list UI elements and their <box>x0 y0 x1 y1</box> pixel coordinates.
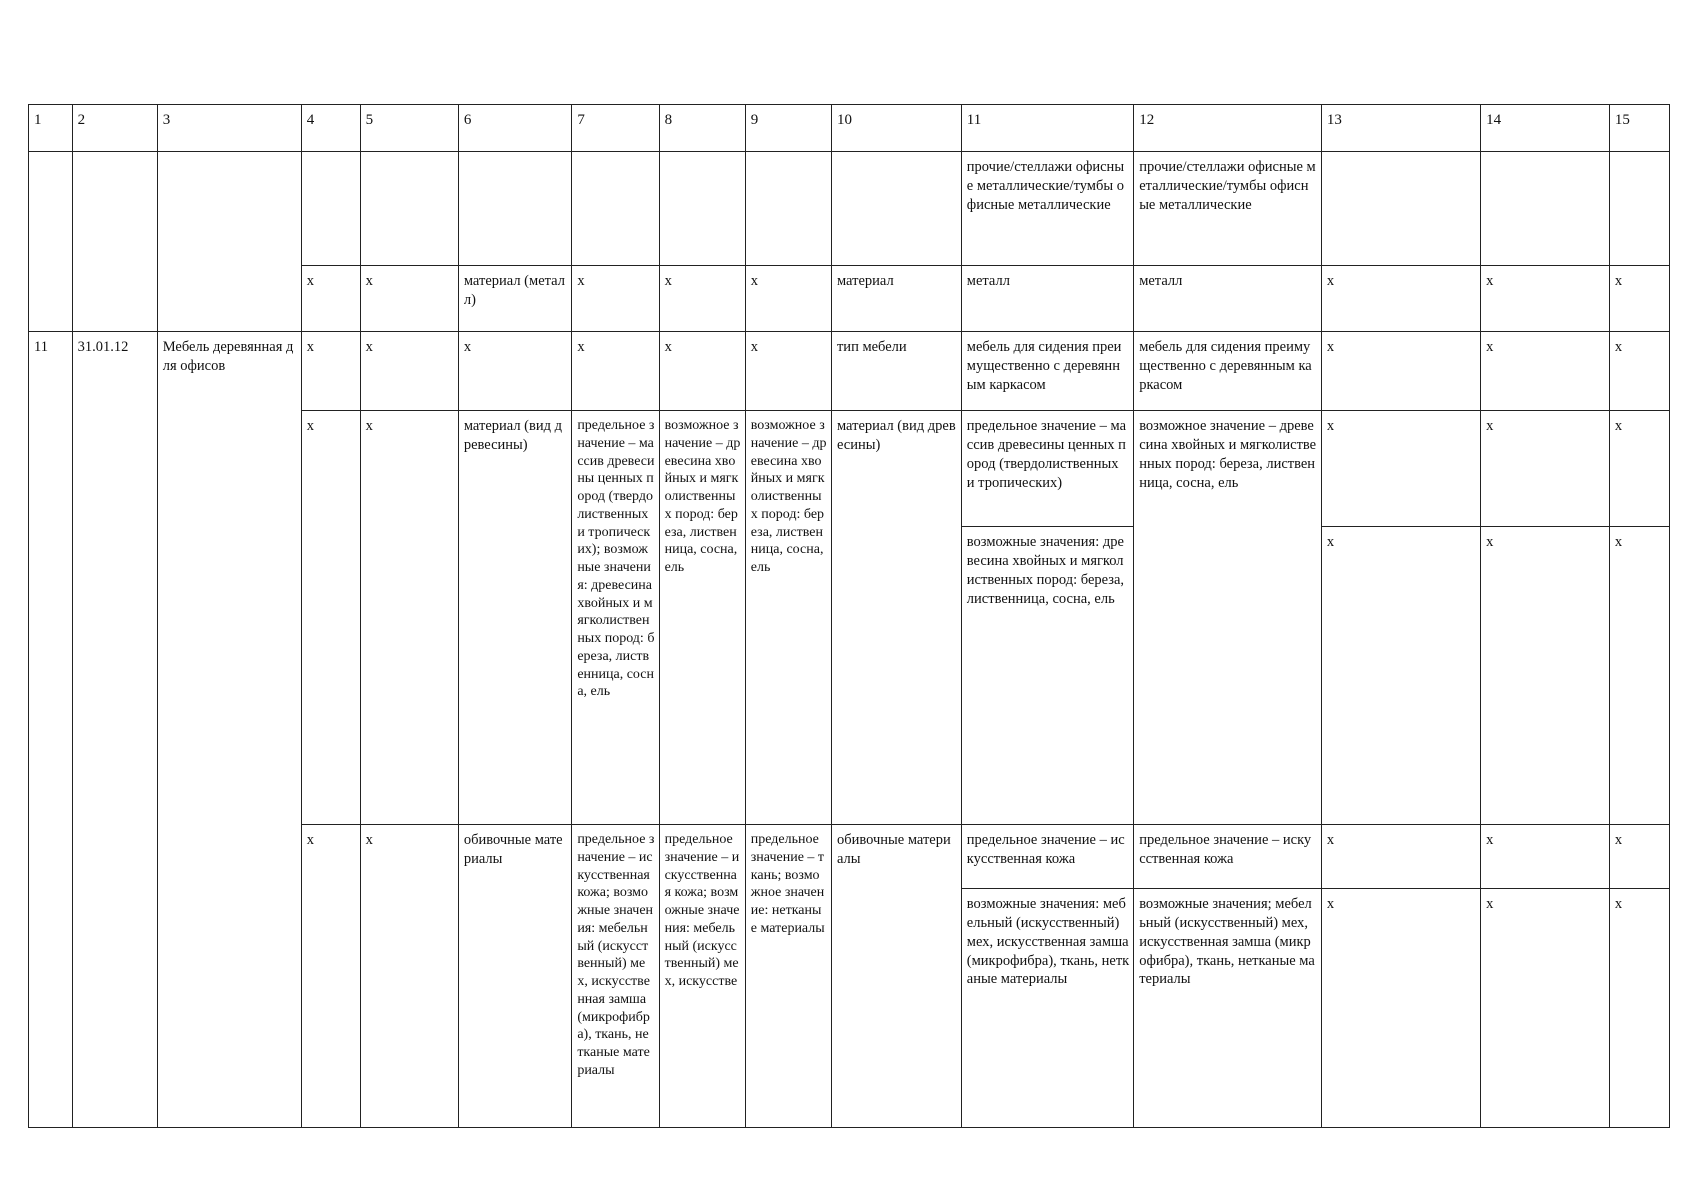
table-cell: x <box>1481 889 1610 1128</box>
table-cell <box>1321 152 1480 266</box>
table-cell: x <box>1481 332 1610 411</box>
table-cell <box>572 152 659 266</box>
table-cell: мебель для сидения преимущественно с деревянным каркасом <box>961 332 1133 411</box>
table-row <box>29 332 1670 411</box>
table-cell: предельное значение – искусственная кожа <box>1134 825 1322 889</box>
table-cell: возможное значение – древесина хвойных и мягколиственных пород: береза, лиственница, сосна, ель <box>745 411 831 825</box>
table-cell: x <box>1321 889 1480 1128</box>
table-cell: прочие/стеллажи офисные металлические/тумбы офисные металлические <box>961 152 1133 266</box>
table-cell <box>831 152 961 266</box>
col-header-15: 15 <box>1609 105 1669 152</box>
table-cell: обивочные материалы <box>831 825 961 1128</box>
table-cell: x <box>745 332 831 411</box>
table-cell <box>659 152 745 266</box>
table-cell: x <box>1609 266 1669 332</box>
col-header-6: 6 <box>458 105 571 152</box>
table-cell: x <box>1321 266 1480 332</box>
table-cell <box>29 152 73 332</box>
col-header-10: 10 <box>831 105 961 152</box>
table-cell: x <box>1321 332 1480 411</box>
table-cell: x <box>301 411 360 825</box>
table-cell: x <box>1481 527 1610 825</box>
col-header-2: 2 <box>72 105 157 152</box>
table-cell: предельное значение – массив древесины ценных пород (твердолиственных и тропических); возможные значения: древесина хвойных и мягколиственных пород: береза, лиственница, сосна, ель <box>572 411 659 825</box>
table-cell: x <box>1321 411 1480 527</box>
table-cell: предельное значение – массив древесины ценных пород (твердолиственных и тропических) <box>961 411 1133 527</box>
col-header-8: 8 <box>659 105 745 152</box>
col-header-13: 13 <box>1321 105 1480 152</box>
table-cell: x <box>1481 825 1610 889</box>
item-name: Мебель деревянная для офисов <box>157 332 301 1128</box>
catalog-table <box>28 104 1670 1128</box>
table-cell: x <box>1321 825 1480 889</box>
col-header-7: 7 <box>572 105 659 152</box>
table-cell: возможное значение – древесина хвойных и мягколиственных пород: береза, лиственница, сосна, ель <box>659 411 745 825</box>
table-cell <box>157 152 301 332</box>
table-cell: обивочные материалы <box>458 825 571 1128</box>
col-header-12: 12 <box>1134 105 1322 152</box>
table-cell: x <box>659 332 745 411</box>
table-cell: материал <box>831 266 961 332</box>
col-header-1: 1 <box>29 105 73 152</box>
table-cell: x <box>1609 411 1669 527</box>
table-cell: предельное значение – искусственная кожа <box>961 825 1133 889</box>
table-cell: возможные значения; мебельный (искусственный) мех, искусственная замша (микрофибра), ткань, нетканые материалы <box>1134 889 1322 1128</box>
table-cell: материал (вид древесины) <box>458 411 571 825</box>
table-cell <box>72 152 157 332</box>
table-cell: возможное значение – древесина хвойных и мягколиственных пород: береза, лиственница, сосна, ель <box>1134 411 1322 825</box>
col-header-5: 5 <box>360 105 458 152</box>
table-cell: x <box>1481 266 1610 332</box>
table-cell: тип мебели <box>831 332 961 411</box>
table-cell <box>1481 152 1610 266</box>
table-cell: x <box>301 332 360 411</box>
table-cell: мебель для сидения преимущественно с деревянным каркасом <box>1134 332 1322 411</box>
table-cell: предельное значение – искусственная кожа; возможные значения: мебельный (искусственный) мех, искусстве <box>659 825 745 1128</box>
table-cell <box>1609 152 1669 266</box>
table-row <box>29 152 1670 266</box>
table-cell: материал (вид древесины) <box>831 411 961 825</box>
col-header-9: 9 <box>745 105 831 152</box>
item-number: 11 <box>29 332 73 1128</box>
table-cell: металл <box>961 266 1133 332</box>
table-cell: возможные значения: мебельный (искусственный) мех, искусственная замша (микрофибра), ткань, нетканые материалы <box>961 889 1133 1128</box>
table-cell: x <box>1481 411 1610 527</box>
table-cell <box>458 152 571 266</box>
table-cell: x <box>360 411 458 825</box>
table-cell: x <box>360 332 458 411</box>
table-cell: x <box>1609 527 1669 825</box>
col-header-11: 11 <box>961 105 1133 152</box>
table-cell: x <box>1609 332 1669 411</box>
table-cell: металл <box>1134 266 1322 332</box>
item-code: 31.01.12 <box>72 332 157 1128</box>
table-cell: x <box>659 266 745 332</box>
table-cell: предельное значение – искусственная кожа; возможные значения: мебельный (искусственный) мех, искусственная замша (микрофибра), ткань, нетканые материалы <box>572 825 659 1128</box>
table-cell: x <box>745 266 831 332</box>
col-header-4: 4 <box>301 105 360 152</box>
table-cell: x <box>572 332 659 411</box>
table-cell: x <box>458 332 571 411</box>
table-cell: x <box>360 825 458 1128</box>
table-cell: материал (металл) <box>458 266 571 332</box>
table-cell: предельное значение – ткань; возможное значение: нетканые материалы <box>745 825 831 1128</box>
table-cell: x <box>360 266 458 332</box>
table-cell: x <box>572 266 659 332</box>
table-cell <box>360 152 458 266</box>
table-cell: x <box>301 266 360 332</box>
table-cell <box>301 152 360 266</box>
col-header-3: 3 <box>157 105 301 152</box>
table-cell: прочие/стеллажи офисные металлические/тумбы офисные металлические <box>1134 152 1322 266</box>
header-row <box>29 105 1670 152</box>
table-cell: x <box>1609 889 1669 1128</box>
table-cell: x <box>1609 825 1669 889</box>
table-cell: x <box>1321 527 1480 825</box>
table-cell <box>745 152 831 266</box>
table-cell: x <box>301 825 360 1128</box>
col-header-14: 14 <box>1481 105 1610 152</box>
table-cell: возможные значения: древесина хвойных и мягколиственных пород: береза, лиственница, сосна, ель <box>961 527 1133 825</box>
